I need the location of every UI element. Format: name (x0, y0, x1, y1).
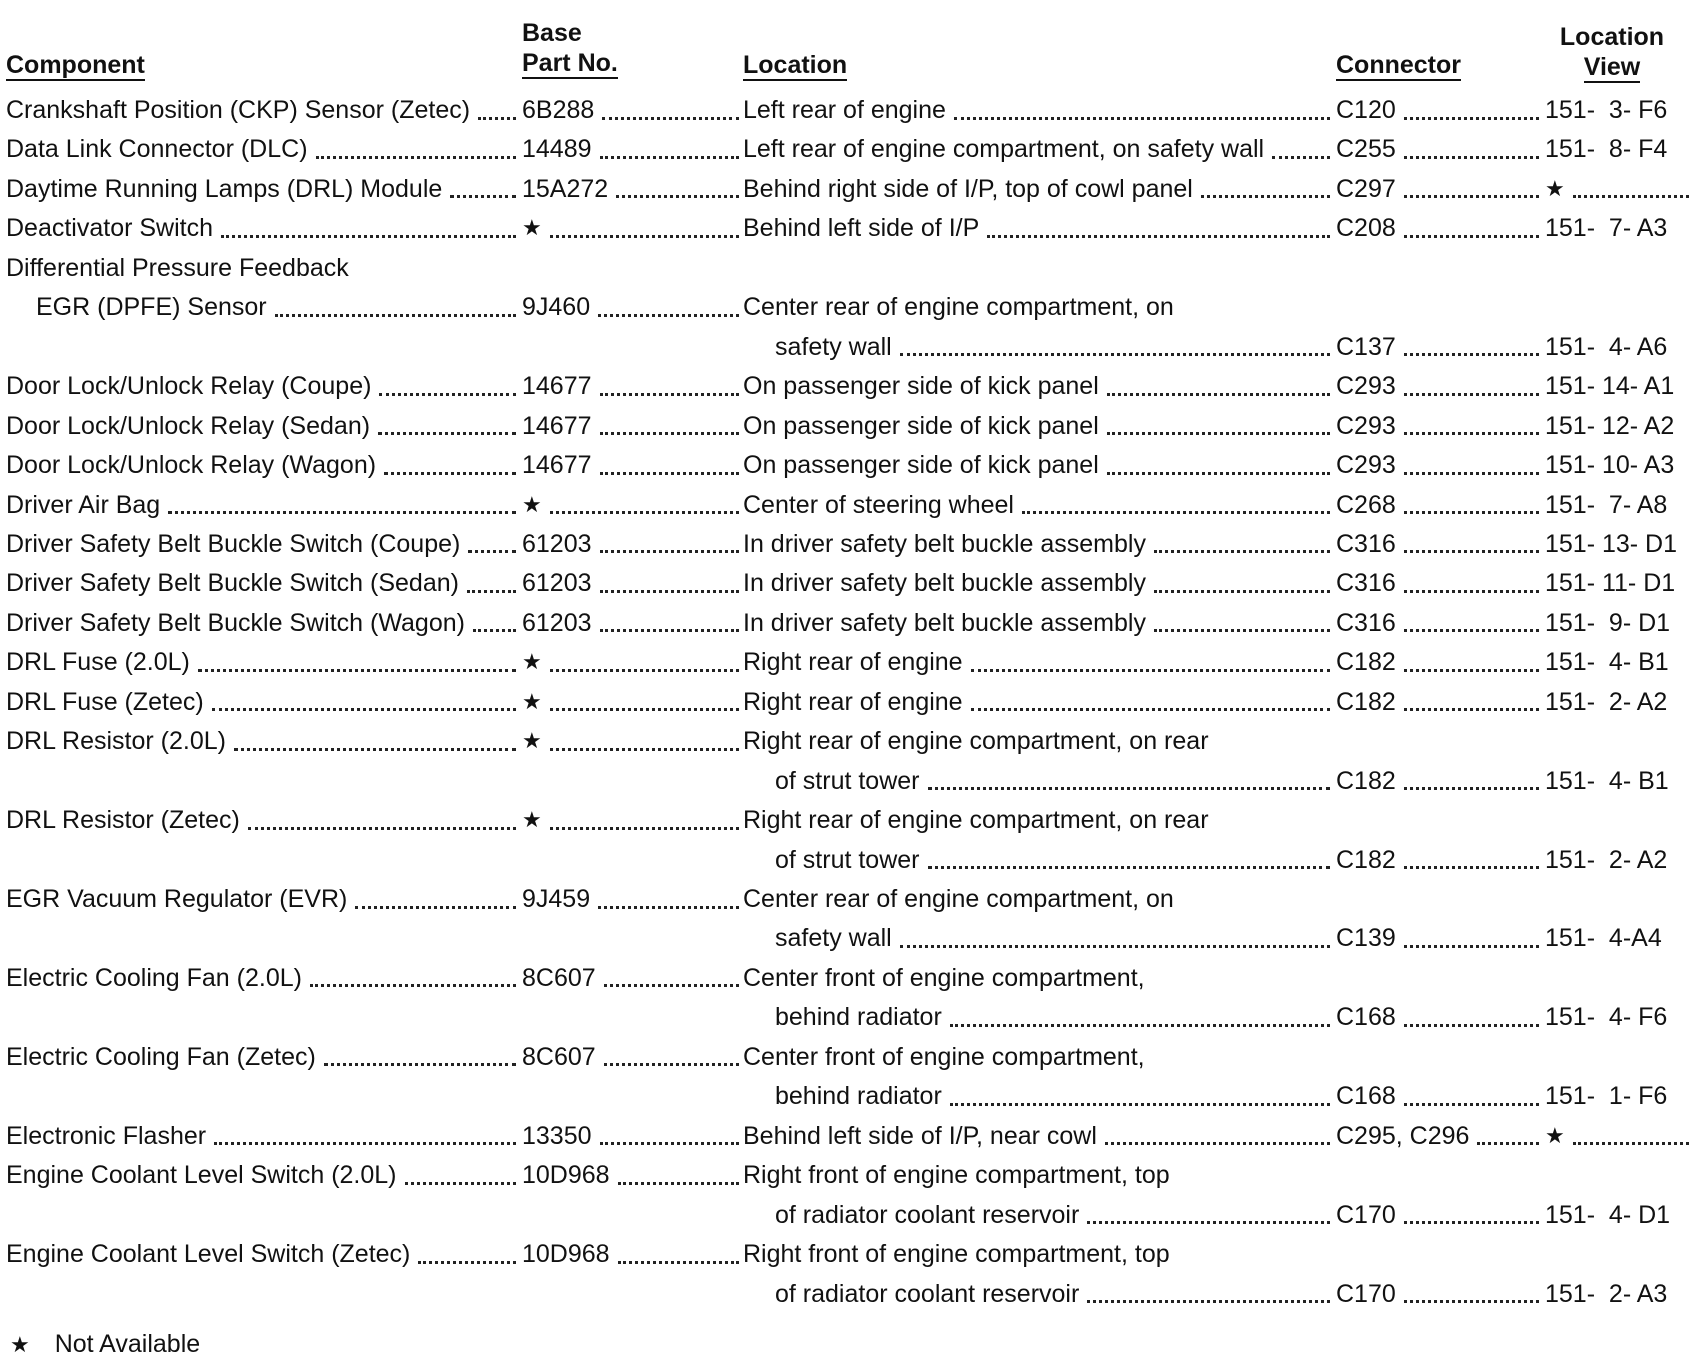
location-cell: On passenger side of kick panel (743, 451, 1099, 480)
table-row (0, 642, 1698, 682)
dot-leader (1404, 945, 1539, 948)
dot-leader (1404, 432, 1539, 435)
location-cell: Behind left side of I/P, near cowl (743, 1121, 1097, 1150)
view-cell: 151- 2- A3 (1545, 1279, 1668, 1308)
view-cell: ★ (1545, 1122, 1565, 1148)
header-base-part-no (522, 18, 618, 79)
connector-cell: C120 (1336, 96, 1396, 124)
dot-leader (1087, 1221, 1330, 1224)
dot-leader (618, 1182, 739, 1185)
dot-leader (1404, 1221, 1539, 1224)
location-cell: In driver safety belt buckle assembly (743, 529, 1146, 558)
view-cell: 151- 7- A8 (1545, 490, 1668, 519)
dot-leader (212, 708, 516, 711)
component-cell: Driver Air Bag (6, 490, 161, 519)
connector-cell: C255 (1336, 135, 1396, 164)
component-cell: DRL Resistor (2.0L) (6, 727, 226, 756)
dot-leader (1404, 1300, 1539, 1303)
dot-leader (275, 314, 516, 317)
dot-leader (324, 1063, 516, 1066)
view-cell: 151- 13- D1 (1545, 529, 1678, 558)
location-cell: On passenger side of kick panel (743, 372, 1099, 401)
location-cell: Right front of engine compartment, top (743, 1240, 1170, 1269)
part-cell: 14677 (522, 451, 592, 480)
part-cell: 61203 (522, 529, 592, 558)
location-cell: behind radiator (775, 1003, 942, 1032)
component-cell: Driver Safety Belt Buckle Switch (Wagon) (6, 608, 465, 637)
part-cell: ★ (522, 491, 542, 517)
location-cell: safety wall (775, 332, 892, 361)
dot-leader (1404, 1103, 1539, 1106)
dot-leader (1404, 708, 1539, 711)
view-cell: 151- 8- F4 (1545, 135, 1668, 164)
table-row (0, 682, 1698, 722)
connector-cell: C170 (1336, 1200, 1396, 1229)
header-view-label: View (1583, 53, 1641, 81)
dot-leader (1573, 195, 1689, 198)
location-cell: Right front of engine compartment, top (743, 1161, 1170, 1190)
dot-leader (928, 866, 1331, 869)
component-cell: Driver Safety Belt Buckle Switch (Coupe) (6, 529, 461, 558)
component-cell: Deactivator Switch (6, 214, 214, 243)
dot-leader (550, 511, 739, 514)
dot-leader (384, 472, 516, 475)
dot-leader (1404, 629, 1539, 632)
dot-leader (1404, 156, 1539, 159)
table-row (0, 761, 1698, 801)
connector-cell: C293 (1336, 451, 1396, 480)
connector-cell: C316 (1336, 569, 1396, 598)
component-cell: DRL Resistor (Zetec) (6, 806, 240, 835)
table-row (0, 287, 1698, 327)
dot-leader (1404, 669, 1539, 672)
view-cell: 151- 14- A1 (1545, 372, 1675, 401)
part-cell: ★ (522, 728, 542, 754)
table-row (0, 1234, 1698, 1274)
table-row (0, 406, 1698, 446)
location-cell: Behind left side of I/P (743, 214, 980, 243)
dot-leader (550, 827, 739, 830)
part-cell: 14677 (522, 411, 592, 440)
location-cell: Left rear of engine (743, 96, 946, 124)
dot-leader (600, 590, 739, 593)
part-cell: 10D968 (522, 1161, 610, 1190)
dot-leader (598, 906, 739, 909)
location-cell: Center rear of engine compartment, on (743, 885, 1174, 913)
dot-leader (550, 235, 739, 238)
connector-cell: C168 (1336, 1082, 1396, 1111)
dot-leader (1404, 195, 1539, 198)
part-cell: 8C607 (522, 1042, 596, 1071)
dot-leader (1105, 1142, 1330, 1145)
dot-leader (600, 432, 739, 435)
dot-leader (214, 1142, 516, 1145)
location-cell: Center front of engine compartment, (743, 963, 1145, 992)
table-row (0, 1274, 1698, 1314)
connector-cell: C293 (1336, 372, 1396, 401)
part-cell: 8C607 (522, 963, 596, 992)
dot-leader (1404, 235, 1539, 238)
location-cell: of strut tower (775, 845, 920, 874)
dot-leader (1404, 117, 1539, 120)
location-cell: On passenger side of kick panel (743, 411, 1099, 440)
dot-leader (602, 117, 739, 120)
table-row (0, 800, 1698, 840)
table-row (0, 485, 1698, 525)
connector-cell: C268 (1336, 490, 1396, 519)
part-cell: 10D968 (522, 1240, 610, 1269)
part-cell: 6B288 (522, 96, 595, 124)
dot-leader (418, 1261, 516, 1264)
location-cell: Behind right side of I/P, top of cowl panel (743, 174, 1193, 203)
location-cell: Center front of engine compartment, (743, 1042, 1145, 1071)
dot-leader (900, 353, 1330, 356)
part-cell: ★ (522, 688, 542, 714)
location-cell: Center rear of engine compartment, on (743, 293, 1174, 322)
table-row (0, 129, 1698, 169)
part-cell: 14677 (522, 372, 592, 401)
dot-leader (950, 1024, 1330, 1027)
dot-leader (971, 669, 1330, 672)
table-row (0, 1195, 1698, 1235)
dot-leader (378, 432, 516, 435)
connector-cell: C316 (1336, 529, 1396, 558)
dot-leader (987, 235, 1330, 238)
component-cell: Differential Pressure Feedback (6, 253, 349, 282)
table-row (0, 445, 1698, 485)
footnote-text: Not Available (54, 1330, 201, 1358)
dot-leader (1154, 629, 1330, 632)
header-location-view (1552, 22, 1672, 83)
dot-leader (234, 748, 516, 751)
dot-leader (1404, 1024, 1539, 1027)
location-cell: of strut tower (775, 766, 920, 795)
component-cell: Door Lock/Unlock Relay (Sedan) (6, 411, 371, 440)
dot-leader (600, 156, 739, 159)
dot-leader (1404, 472, 1539, 475)
dot-leader (473, 629, 516, 632)
connector-cell: C168 (1336, 1003, 1396, 1032)
connector-cell: C182 (1336, 845, 1396, 874)
component-cell: Electronic Flasher (6, 1121, 207, 1150)
dot-leader (310, 984, 516, 987)
part-cell: 61203 (522, 569, 592, 598)
dot-leader (1404, 393, 1539, 396)
component-cell: EGR (DPFE) Sensor (36, 293, 267, 322)
dot-leader (405, 1182, 516, 1185)
connector-cell: C316 (1336, 608, 1396, 637)
dot-leader (598, 314, 739, 317)
table-row (0, 603, 1698, 643)
component-cell: Electric Cooling Fan (Zetec) (6, 1042, 316, 1071)
dot-leader (1573, 1142, 1689, 1145)
table-row (0, 958, 1698, 998)
component-cell: Driver Safety Belt Buckle Switch (Sedan) (6, 569, 459, 598)
component-cell: DRL Fuse (2.0L) (6, 648, 190, 677)
dot-leader (954, 117, 1330, 120)
table-row (0, 721, 1698, 761)
connector-cell: C295, C296 (1336, 1121, 1470, 1150)
table-row (0, 366, 1698, 406)
view-cell: 151- 4-A4 (1545, 924, 1662, 953)
dot-leader (928, 787, 1331, 790)
dot-leader (618, 1261, 739, 1264)
component-cell: Electric Cooling Fan (2.0L) (6, 963, 302, 992)
dot-leader (600, 629, 739, 632)
dot-leader (248, 827, 516, 830)
header-location-view-top: Location (1559, 23, 1665, 51)
table-row (0, 840, 1698, 880)
component-cell: Door Lock/Unlock Relay (Coupe) (6, 372, 372, 401)
view-cell: 151- 4- D1 (1545, 1200, 1671, 1229)
connector-cell: C182 (1336, 648, 1396, 677)
view-cell: 151- 2- A2 (1545, 845, 1668, 874)
component-cell: DRL Fuse (Zetec) (6, 687, 204, 716)
dot-leader (550, 748, 739, 751)
header-connector-label: Connector (1336, 51, 1461, 79)
connector-cell: C208 (1336, 214, 1396, 243)
location-cell: Right rear of engine (743, 687, 963, 716)
dot-leader (468, 550, 516, 553)
connector-cell: C297 (1336, 174, 1396, 203)
table-row (0, 169, 1698, 209)
location-cell: In driver safety belt buckle assembly (743, 608, 1146, 637)
location-cell: Right rear of engine compartment, on rear (743, 806, 1209, 835)
view-cell: 151- 2- A2 (1545, 687, 1668, 716)
connector-cell: C170 (1336, 1279, 1396, 1308)
component-cell: Daytime Running Lamps (DRL) Module (6, 174, 443, 203)
dot-leader (168, 511, 516, 514)
location-cell: Right rear of engine compartment, on rear (743, 727, 1209, 756)
part-cell: 61203 (522, 608, 592, 637)
part-cell: 9J459 (522, 885, 591, 913)
dot-leader (1404, 787, 1539, 790)
dot-leader (450, 195, 516, 198)
location-cell: Left rear of engine compartment, on safety wall (743, 135, 1265, 164)
dot-leader (971, 708, 1330, 711)
dot-leader (467, 590, 516, 593)
view-cell: 151- 9- D1 (1545, 608, 1671, 637)
table-row (0, 879, 1698, 919)
dot-leader (600, 1142, 739, 1145)
dot-leader (1154, 590, 1330, 593)
view-cell: 151- 4- B1 (1545, 648, 1669, 677)
dot-leader (1404, 550, 1539, 553)
table-row (0, 90, 1698, 130)
dot-leader (900, 945, 1330, 948)
location-cell: behind radiator (775, 1082, 942, 1111)
location-cell: In driver safety belt buckle assembly (743, 569, 1146, 598)
header-base-label: Base (522, 19, 582, 47)
dot-leader (1154, 550, 1330, 553)
dot-leader (604, 984, 739, 987)
view-cell: ★ (1545, 175, 1565, 201)
table-row (0, 1155, 1698, 1195)
footnote (10, 1328, 200, 1361)
dot-leader (550, 708, 739, 711)
header-part-no-label: Part No. (522, 49, 618, 77)
component-cell: Crankshaft Position (CKP) Sensor (Zetec) (6, 96, 471, 124)
connector-cell: C182 (1336, 687, 1396, 716)
part-cell: 9J460 (522, 293, 591, 322)
dot-leader (355, 906, 516, 909)
table-row (0, 563, 1698, 603)
table-row (0, 327, 1698, 367)
header-component (6, 50, 145, 81)
dot-leader (1201, 195, 1330, 198)
view-cell: 151- 7- A3 (1545, 214, 1668, 243)
connector-cell: C182 (1336, 766, 1396, 795)
part-cell: ★ (522, 649, 542, 675)
part-cell: ★ (522, 215, 542, 241)
dot-leader (1087, 1300, 1330, 1303)
header-location-label: Location (743, 51, 848, 79)
dot-leader (198, 669, 516, 672)
table-row (0, 524, 1698, 564)
view-cell: 151- 3- F6 (1545, 96, 1668, 124)
dot-leader (950, 1103, 1330, 1106)
table-row (0, 1076, 1698, 1116)
dot-leader (1404, 511, 1539, 514)
dot-leader (1272, 156, 1330, 159)
view-cell: 151- 1- F6 (1545, 1082, 1668, 1111)
dot-leader (478, 117, 516, 120)
location-cell: safety wall (775, 924, 892, 953)
location-cell: of radiator coolant reservoir (775, 1200, 1080, 1229)
dot-leader (1107, 393, 1330, 396)
connector-cell: C137 (1336, 332, 1396, 361)
part-cell: 13350 (522, 1121, 592, 1150)
dot-leader (600, 393, 739, 396)
component-cell: Engine Coolant Level Switch (2.0L) (6, 1161, 397, 1190)
table-row (0, 1116, 1698, 1156)
location-cell: Right rear of engine (743, 648, 963, 677)
component-cell: Data Link Connector (DLC) (6, 135, 308, 164)
connector-cell: C293 (1336, 411, 1396, 440)
view-cell: 151- 4- A6 (1545, 332, 1668, 361)
view-cell: 151- 4- F6 (1545, 1003, 1668, 1032)
component-cell: Door Lock/Unlock Relay (Wagon) (6, 451, 377, 480)
part-cell: 15A272 (522, 174, 609, 203)
dot-leader (616, 195, 739, 198)
table-row (0, 997, 1698, 1037)
table-row (0, 918, 1698, 958)
dot-leader (1477, 1142, 1539, 1145)
dot-leader (1404, 590, 1539, 593)
view-cell: 151- 4- B1 (1545, 766, 1669, 795)
location-cell: of radiator coolant reservoir (775, 1279, 1080, 1308)
view-cell: 151- 12- A2 (1545, 411, 1675, 440)
connector-cell: C139 (1336, 924, 1396, 953)
dot-leader (1107, 472, 1330, 475)
footnote-star: ★ (10, 1332, 30, 1357)
dot-leader (1022, 511, 1330, 514)
dot-leader (316, 156, 516, 159)
dot-leader (600, 472, 739, 475)
component-cell: Engine Coolant Level Switch (Zetec) (6, 1240, 411, 1269)
header-location (743, 50, 847, 81)
part-cell: 14489 (522, 135, 592, 164)
dot-leader (1404, 866, 1539, 869)
table-row (0, 1037, 1698, 1077)
dot-leader (604, 1063, 739, 1066)
location-cell: Center of steering wheel (743, 490, 1014, 519)
view-cell: 151- 10- A3 (1545, 451, 1675, 480)
dot-leader (1107, 432, 1330, 435)
header-connector (1336, 50, 1461, 81)
header-component-label: Component (6, 51, 145, 79)
dot-leader (600, 550, 739, 553)
part-cell: ★ (522, 807, 542, 833)
table-row (0, 248, 1698, 288)
dot-leader (221, 235, 516, 238)
dot-leader (379, 393, 516, 396)
table-row (0, 208, 1698, 248)
view-cell: 151- 11- D1 (1545, 569, 1676, 598)
component-cell: EGR Vacuum Regulator (EVR) (6, 885, 348, 913)
dot-leader (550, 669, 739, 672)
dot-leader (1404, 353, 1539, 356)
